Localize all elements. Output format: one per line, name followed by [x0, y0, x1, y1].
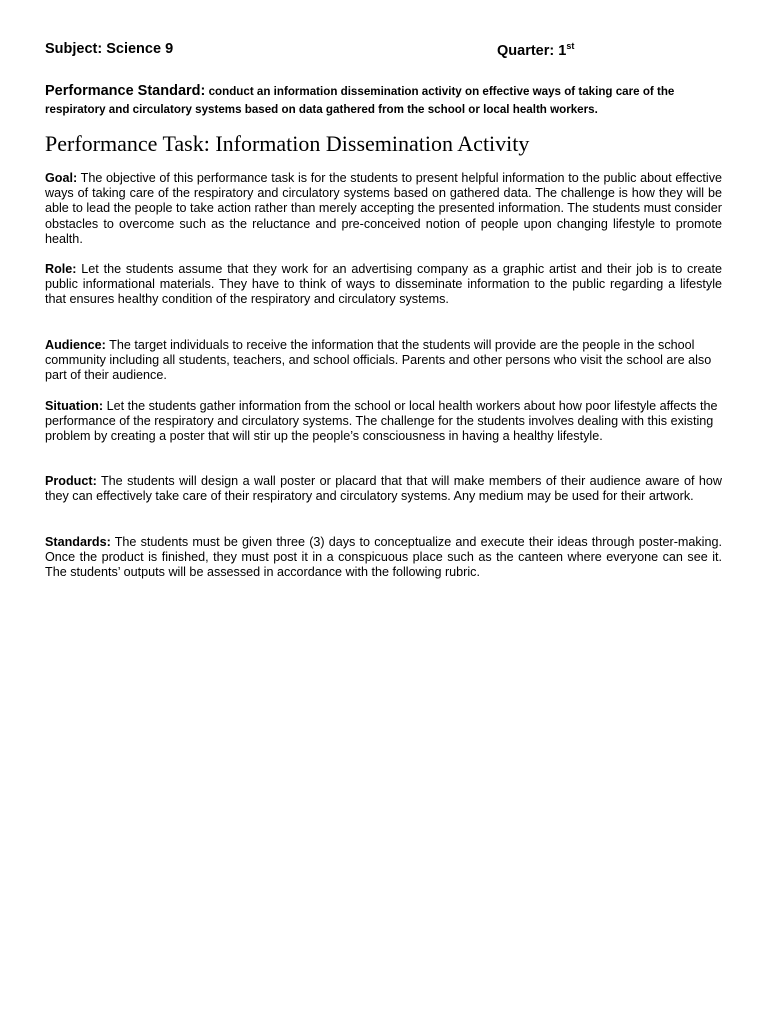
- audience-text: The target individuals to receive the information that the students will provide are the people in the school community including all students, teachers, and school officials. Parents and other persons who visit the school are also part of their audience.: [45, 338, 712, 383]
- product-label: Product:: [45, 474, 97, 488]
- task-title: Performance Task: Information Dissemination Activity: [45, 131, 530, 156]
- standards-section: [45, 535, 722, 581]
- product-section: [45, 474, 722, 504]
- goal-label: Goal:: [45, 171, 78, 185]
- role-section: [45, 262, 722, 308]
- quarter-label: [497, 41, 574, 59]
- situation-text: Let the students gather information from the school or local health workers about how poor lifestyle affects the performance of the respiratory and circulatory systems. The challenge for the students involves dealing with this existing problem by creating a poster that will stir up the people’s consciousness in having a healthy lifestyle.: [45, 399, 718, 444]
- role-label: Role:: [45, 262, 77, 276]
- standards-label: Standards:: [45, 535, 111, 549]
- subject-label: Subject: Science 9: [45, 41, 174, 57]
- audience-label: Audience:: [45, 338, 106, 352]
- quarter-superscript: st: [566, 41, 575, 51]
- role-text: Let the students assume that they work for an advertising company as a graphic artist and their job is to create public informational materials. They have to think of ways to disseminate information to the public regarding a lifestyle that ensures healthy condition of the respiratory and circulatory systems.: [45, 262, 723, 307]
- goal-text: The objective of this performance task is for the students to present helpful information to the public about effective ways of taking care of the respiratory and circulatory systems based on gathered data. The challenge is how they will be able to lead the people to take action rather than merely accepting the presented information. The students must consider obstacles to overcome such as the reluctance and pre-conceived notion of people upon changing lifestyle to promote health.: [45, 171, 722, 246]
- performance-standard: [45, 82, 722, 119]
- performance-standard-label: Performance Standard:: [45, 83, 206, 99]
- quarter-text: Quarter: 1: [497, 43, 567, 59]
- standards-text: The students must be given three (3) days to conceptualize and execute their ideas through poster-making. Once the product is finished, they must post it in a conspicuous place such as the canteen where everyone can see it. The students’ outputs will be assessed in accordance with the following rubric.: [45, 535, 722, 580]
- situation-section: [45, 399, 722, 445]
- audience-section: [45, 338, 722, 384]
- goal-section: [45, 171, 722, 247]
- performance-standard-text: conduct an information dissemination activity on effective ways of taking care of the respiratory and circulatory systems based on data gathered from the school or local health workers.: [45, 85, 675, 116]
- situation-label: Situation:: [45, 399, 104, 413]
- product-text: The students will design a wall poster or placard that that will make members of their audience aware of how they can effectively take care of their respiratory and circulatory systems. Any medium may be used for their artwork.: [45, 474, 722, 504]
